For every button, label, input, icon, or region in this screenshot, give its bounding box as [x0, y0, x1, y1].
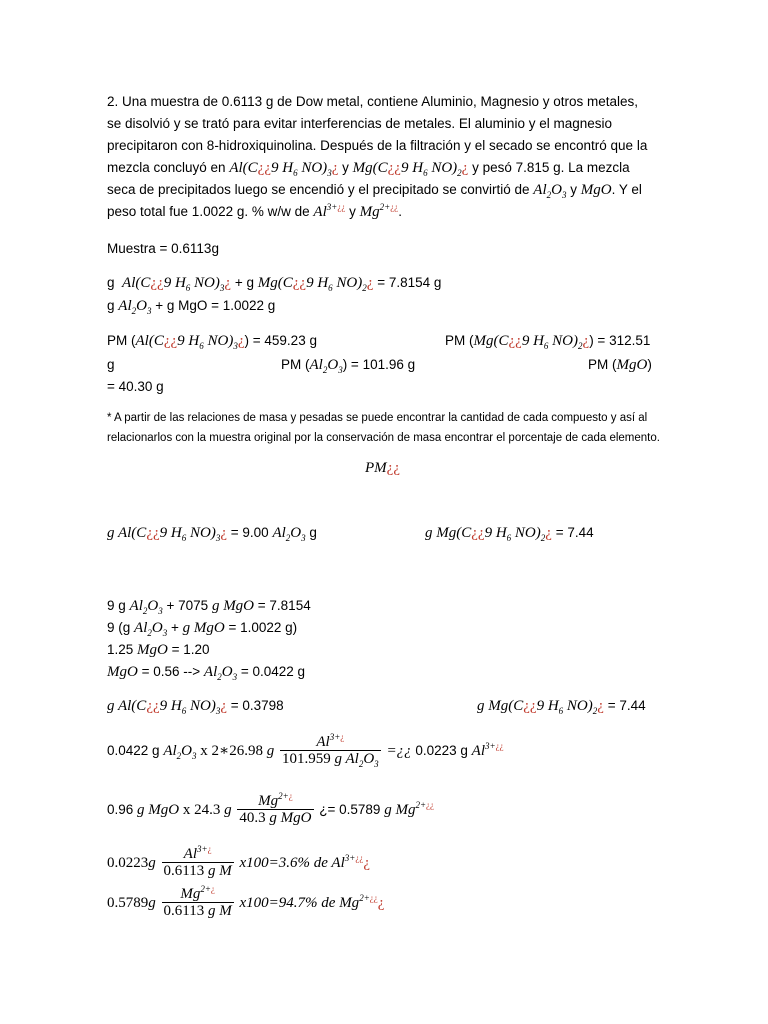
equation-1: g Al(C¿¿9 $H_6$ $NO)_3¿ + g$ Mg(C¿¿9 $H_6$ $NO)_2¿ = 7.8154$ g [107, 275, 442, 293]
system-line-4: MgO = 0.56 --> $Al_2O_3 = 0.0422$ g [107, 664, 306, 682]
problem-line-6: peso total fue 1.0022 g. % w/w de $Al^{3+¿¿}$ y $Mg^{2+¿¿}$. [107, 202, 402, 220]
fraction-pct-mg: $\frac{Mg^{2+¿}}{\text{0.6113 g M}}$ [163, 884, 232, 920]
pm-al-complex: PM (Al(C¿¿9 $H_6$ $NO)_3¿) = 459.23$ g [107, 333, 317, 351]
conversion-al: 0.0422 g $Al_2O_3$ x 2∗26.98 g $\frac{Al^{3+¿}}{101.959 g Al_2O_3}$ =¿¿ 0.0223 g $Al^{3+¿¿}$ [107, 732, 504, 770]
system-line-3: 1.25 MgO = 1.20 [107, 642, 210, 658]
problem-line-5: seca de precipitados luego se encendió y el precipitado se convirtió de $Al_2O_3$ y MgO. Y el [107, 182, 642, 200]
note-line-1: * A partir de las relaciones de masa y pesadas se puede encontrar la cantidad de cada compuesto y así al [107, 412, 648, 424]
al-ion: $Al^{3+¿¿}$ [313, 202, 346, 220]
pm-mgo: PM (MgO) [588, 357, 652, 373]
mg-complex-formula: Mg(C¿¿9 $H_6$ $NO)_2¿$ [352, 160, 469, 178]
problem-line-2: se disolvió y se trató para evitar interferencias de metales. El aluminio y el magnesio [107, 116, 612, 131]
system-line-1: 9 g $Al_2O_3 + 7075$ g MgO = 7.8154 [107, 598, 311, 616]
system-line-2: 9 (g $Al_2O_3 + g$ MgO = 1.0022 g) [107, 620, 298, 638]
result-mg-complex: g Mg(C¿¿9 $H_6$ $NO)_2¿ = 7.44$ [477, 698, 646, 716]
pm-mg-complex: PM (Mg(C¿¿9 $H_6$ $NO)_2¿) = 312.51$ [445, 333, 651, 351]
pm-g-unit: g [107, 357, 115, 372]
result-al-complex: g Al(C¿¿9 $H_6$ $NO)_3¿ = 0.3798$ [107, 698, 284, 716]
percent-al: 0.0223g $\frac{Al^{3+¿}}{\text{0.6113 g M}}$ x100=3.6% de $Al^{3+¿¿}¿$ [107, 844, 370, 880]
fraction-al: $\frac{Al^{3+¿}}{101.959 g Al_2O_3}$ [282, 732, 379, 770]
ratio-al-line: g Al(C¿¿9 $H_6$ $NO)_3¿ = 9.00$ $Al_2O_3$ g [107, 525, 317, 543]
pm-mgo-result: = 40.30 g [107, 379, 164, 394]
problem-statement [107, 91, 667, 223]
mg-ion: $Mg^{2+¿¿}$ [359, 202, 399, 220]
muestra-line: Muestra = 0.6113g [107, 241, 219, 256]
problem-line-1: 2. Una muestra de 0.6113 g de Dow metal, contiene Aluminio, Magnesio y otros metales, [107, 94, 639, 109]
ratio-mg-line: g Mg(C¿¿9 $H_6$ $NO)_2¿ = 7.44$ [425, 525, 594, 543]
al-complex-formula: Al(C¿¿9 $H_6$ $NO)_3¿$ [229, 160, 339, 178]
conversion-mg: 0.96 g MgO x 24.3 g $\frac{Mg^{2+¿}}{\text{40.3 g MgO}}$ ¿= 0.5789 g $Mg^{2+¿¿}$ [107, 791, 435, 827]
problem-line-3: precipitaron con 8-hidroxiquinolina. Después de la filtración y el secado se encontró que la [107, 138, 648, 153]
mgo-formula: MgO [580, 182, 612, 198]
equation-2: g $Al_2O_3 + g$ MgO = 1.0022 g [107, 298, 276, 316]
percent-mg: 0.5789g $\frac{Mg^{2+¿}}{\text{0.6113 g M}}$ x100=94.7% de $Mg^{2+¿¿}¿$ [107, 884, 385, 920]
note-line-2: relacionarlos con la muestra original por la conservación de masa encontrar el porcentaje de cada elemento. [107, 432, 660, 444]
fraction-pct-al: $\frac{Al^{3+¿}}{\text{0.6113 g M}}$ [163, 844, 232, 880]
pm-al2o3: PM $(Al_2O_3) = 101.96$ g [281, 357, 416, 375]
fraction-mg: $\frac{Mg^{2+¿}}{\text{40.3 g MgO}}$ [239, 791, 312, 827]
al2o3-formula: $Al_2O_3$ [533, 182, 567, 200]
problem-line-4: mezcla concluyó en Al(C¿¿9 $H_6$ $NO)_3¿$ y Mg(C¿¿9 $H_6$ $NO)_2¿$ y pesó 7.815 g. La mezcla [107, 160, 630, 178]
pm-center: PM¿¿ [365, 460, 400, 476]
